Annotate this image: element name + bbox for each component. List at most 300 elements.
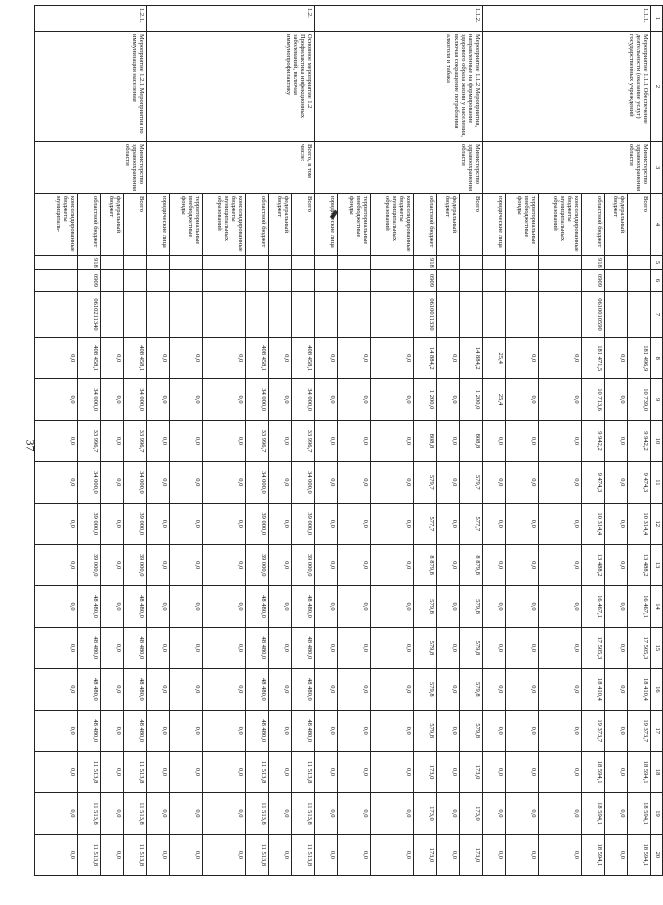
amount-cell: 0,0 — [269, 379, 292, 420]
amount-cell: 173,0 — [460, 834, 483, 875]
table-row — [628, 6, 651, 876]
amount-cell: 0,0 — [605, 834, 628, 875]
code-target — [124, 292, 147, 338]
amount-cell: 34 000,0 — [124, 462, 147, 503]
amount-cell: 0,0 — [101, 834, 124, 875]
amount-cell: 0,0 — [605, 338, 628, 379]
column-header: 17 — [651, 710, 663, 751]
amount-cell: 0,0 — [101, 503, 124, 544]
code-grbs — [437, 256, 460, 270]
budget-table — [34, 5, 663, 876]
amount-cell: 19 373,7 — [628, 710, 651, 751]
funding-source: территориальные внебюджетные фонды — [506, 194, 539, 256]
amount-cell: 173,0 — [460, 793, 483, 834]
amount-cell: 0,0 — [483, 834, 506, 875]
code-section — [460, 270, 483, 292]
amount-cell: 0,0 — [483, 627, 506, 668]
amount-cell: 11 513,8 — [292, 751, 315, 792]
amount-cell: 0,0 — [170, 834, 203, 875]
code-section — [506, 270, 539, 292]
amount-cell: 0,0 — [35, 379, 78, 420]
code-target — [203, 292, 246, 338]
page-number: 37 — [23, 439, 38, 452]
amount-cell: 9 942,2 — [582, 420, 605, 461]
amount-cell: 11 513,8 — [292, 834, 315, 875]
amount-cell: 0,0 — [437, 793, 460, 834]
amount-cell: 0,0 — [437, 338, 460, 379]
column-header: 13 — [651, 544, 663, 585]
amount-cell: 0,0 — [269, 669, 292, 710]
amount-cell: 0,0 — [437, 834, 460, 875]
amount-cell: 0,0 — [269, 420, 292, 461]
amount-cell: 0,0 — [371, 669, 414, 710]
amount-cell: 48 480,0 — [246, 669, 269, 710]
table-row — [292, 6, 315, 876]
amount-cell: 0,0 — [269, 627, 292, 668]
amount-cell: 0,0 — [539, 338, 582, 379]
amount-cell: 0,0 — [269, 503, 292, 544]
amount-cell: 0,0 — [35, 834, 78, 875]
amount-cell: 8 879,8 — [460, 544, 483, 585]
funding-source: областной бюджет — [582, 194, 605, 256]
code-target — [628, 292, 651, 338]
code-grbs — [101, 256, 124, 270]
amount-cell: 8 879,8 — [414, 544, 437, 585]
amount-cell: 11 513,8 — [246, 834, 269, 875]
code-target — [315, 292, 338, 338]
amount-cell: 0,0 — [315, 834, 338, 875]
amount-cell: 0,0 — [483, 669, 506, 710]
amount-cell: 181 496,9 — [628, 338, 651, 379]
amount-cell: 0,0 — [539, 586, 582, 627]
amount-cell: 0,0 — [506, 751, 539, 792]
amount-cell: 0,0 — [437, 627, 460, 668]
amount-cell: 25,4 — [483, 379, 506, 420]
amount-cell: 0,0 — [506, 503, 539, 544]
column-header: 14 — [651, 586, 663, 627]
amount-cell: 10 739,0 — [628, 379, 651, 420]
amount-cell: 0,0 — [315, 338, 338, 379]
amount-cell: 579,8 — [414, 586, 437, 627]
amount-cell: 19 373,7 — [582, 710, 605, 751]
amount-cell: 10 713,6 — [582, 379, 605, 420]
amount-cell: 0,0 — [170, 627, 203, 668]
amount-cell: 0,0 — [506, 834, 539, 875]
amount-cell: 0,0 — [101, 338, 124, 379]
code-grbs — [147, 256, 170, 270]
amount-cell: 0,0 — [483, 710, 506, 751]
code-section — [483, 270, 506, 292]
amount-cell: 13 488,2 — [628, 544, 651, 585]
column-header: 15 — [651, 627, 663, 668]
row-number: 1.1.2. — [315, 6, 483, 32]
amount-cell: 0,0 — [203, 503, 246, 544]
amount-cell: 9 942,2 — [628, 420, 651, 461]
amount-cell: 0,0 — [203, 420, 246, 461]
amount-cell: 0,0 — [506, 669, 539, 710]
amount-cell: 0,0 — [483, 503, 506, 544]
amount-cell: 0,0 — [269, 710, 292, 751]
amount-cell: 0,0 — [147, 462, 170, 503]
amount-cell: 0,0 — [338, 834, 371, 875]
amount-cell: 0,0 — [539, 544, 582, 585]
code-grbs: 918 — [414, 256, 437, 270]
amount-cell: 0,0 — [539, 834, 582, 875]
amount-cell: 173,0 — [460, 751, 483, 792]
amount-cell: 0,0 — [315, 544, 338, 585]
code-section — [101, 270, 124, 292]
column-header: 12 — [651, 503, 663, 544]
code-target — [170, 292, 203, 338]
table-row — [460, 6, 483, 876]
code-target — [147, 292, 170, 338]
amount-cell: 0,0 — [170, 503, 203, 544]
amount-cell: 0,0 — [539, 793, 582, 834]
amount-cell: 408 458,1 — [78, 338, 101, 379]
column-header: 19 — [651, 793, 663, 834]
amount-cell: 0,0 — [315, 710, 338, 751]
amount-cell: 0,0 — [605, 710, 628, 751]
amount-cell: 579,7 — [414, 462, 437, 503]
code-target — [460, 292, 483, 338]
amount-cell: 0,0 — [35, 669, 78, 710]
funding-source: областной бюджет — [78, 194, 101, 256]
amount-cell: 11 513,8 — [246, 751, 269, 792]
amount-cell: 408 458,1 — [124, 338, 147, 379]
funding-source: Всего — [124, 194, 147, 256]
amount-cell: 0,0 — [35, 420, 78, 461]
amount-cell: 18 594,1 — [628, 751, 651, 792]
amount-cell: 0,0 — [101, 462, 124, 503]
code-section — [170, 270, 203, 292]
amount-cell: 0,0 — [338, 420, 371, 461]
amount-cell: 18 594,1 — [582, 834, 605, 875]
funding-source: территориальные внебюджетные фонды — [338, 194, 371, 256]
amount-cell: 0,0 — [315, 462, 338, 503]
amount-cell: 0,0 — [101, 710, 124, 751]
amount-cell: 0,0 — [147, 627, 170, 668]
amount-cell: 0,0 — [506, 544, 539, 585]
amount-cell: 0,0 — [506, 586, 539, 627]
amount-cell: 0,0 — [170, 544, 203, 585]
amount-cell: 10 314,4 — [582, 503, 605, 544]
amount-cell: 0,0 — [315, 503, 338, 544]
column-header: 11 — [651, 462, 663, 503]
code-target — [437, 292, 460, 338]
column-header: 6 — [651, 270, 663, 292]
amount-cell: 0,0 — [605, 669, 628, 710]
amount-cell: 0,0 — [539, 462, 582, 503]
amount-cell: 0,0 — [483, 462, 506, 503]
amount-cell: 408 458,1 — [292, 338, 315, 379]
amount-cell: 0,0 — [605, 503, 628, 544]
amount-cell: 0,0 — [269, 338, 292, 379]
amount-cell: 0,0 — [605, 751, 628, 792]
amount-cell: 33 996,7 — [246, 420, 269, 461]
column-header: 1 — [651, 6, 663, 32]
amount-cell: 39 000,0 — [292, 503, 315, 544]
amount-cell: 1 200,0 — [414, 379, 437, 420]
amount-cell: 0,0 — [147, 338, 170, 379]
amount-cell: 0,0 — [539, 710, 582, 751]
amount-cell: 173,0 — [414, 751, 437, 792]
amount-cell: 0,0 — [539, 420, 582, 461]
amount-cell: 11 513,8 — [78, 751, 101, 792]
amount-cell: 48 480,0 — [246, 627, 269, 668]
amount-cell: 17 505,3 — [582, 627, 605, 668]
funding-source: консолидированные бюджеты муниципальных образований — [203, 194, 246, 256]
amount-cell: 0,0 — [483, 420, 506, 461]
amount-cell: 0,0 — [605, 793, 628, 834]
amount-cell: 11 513,8 — [124, 751, 147, 792]
amount-cell: 14 884,2 — [414, 338, 437, 379]
amount-cell: 0,0 — [269, 586, 292, 627]
code-section — [203, 270, 246, 292]
amount-cell: 34 000,0 — [292, 462, 315, 503]
column-header: 18 — [651, 751, 663, 792]
amount-cell: 0,0 — [539, 751, 582, 792]
amount-cell: 0,0 — [170, 793, 203, 834]
code-section — [124, 270, 147, 292]
amount-cell: 0,0 — [35, 793, 78, 834]
amount-cell: 16 467,1 — [582, 586, 605, 627]
column-header: 7 — [651, 292, 663, 338]
code-grbs — [35, 256, 78, 270]
amount-cell: 808,8 — [460, 420, 483, 461]
amount-cell: 0,0 — [506, 793, 539, 834]
amount-cell: 34 000,0 — [292, 379, 315, 420]
amount-cell: 0,0 — [605, 627, 628, 668]
amount-cell: 39 000,0 — [124, 544, 147, 585]
code-grbs — [246, 256, 269, 270]
amount-cell: 48 480,0 — [246, 710, 269, 751]
amount-cell: 173,0 — [414, 834, 437, 875]
amount-cell: 577,7 — [414, 503, 437, 544]
amount-cell: 0,0 — [371, 420, 414, 461]
code-target — [269, 292, 292, 338]
code-section — [269, 270, 292, 292]
amount-cell: 0,0 — [101, 627, 124, 668]
amount-cell: 11 513,8 — [124, 793, 147, 834]
amount-cell: 181 471,5 — [582, 338, 605, 379]
amount-cell: 16 467,1 — [628, 586, 651, 627]
amount-cell: 0,0 — [338, 462, 371, 503]
amount-cell: 0,0 — [147, 710, 170, 751]
amount-cell: 0,0 — [437, 669, 460, 710]
amount-cell: 18 410,4 — [628, 669, 651, 710]
amount-cell: 0,0 — [203, 834, 246, 875]
funding-source: юридические лица — [147, 194, 170, 256]
amount-cell: 0,0 — [437, 379, 460, 420]
amount-cell: 0,0 — [315, 669, 338, 710]
amount-cell: 0,0 — [170, 338, 203, 379]
amount-cell: 0,0 — [170, 669, 203, 710]
funding-source: Всего — [292, 194, 315, 256]
code-target — [338, 292, 371, 338]
amount-cell: 0,0 — [605, 462, 628, 503]
amount-cell: 0,0 — [35, 751, 78, 792]
amount-cell: 18 594,1 — [628, 834, 651, 875]
amount-cell: 0,0 — [338, 669, 371, 710]
code-section — [35, 270, 78, 292]
code-target — [292, 292, 315, 338]
amount-cell: 0,0 — [437, 586, 460, 627]
amount-cell: 0,0 — [35, 710, 78, 751]
funding-source: консолидированные бюджеты муниципальных образований — [539, 194, 582, 256]
row-number: 1.1.1. — [483, 6, 651, 32]
amount-cell: 0,0 — [203, 586, 246, 627]
column-header: 16 — [651, 669, 663, 710]
amount-cell: 39 000,0 — [246, 544, 269, 585]
amount-cell: 0,0 — [101, 544, 124, 585]
code-section — [437, 270, 460, 292]
code-target — [605, 292, 628, 338]
amount-cell: 577,7 — [460, 503, 483, 544]
amount-cell: 1 200,0 — [460, 379, 483, 420]
funding-source: областной бюджет — [246, 194, 269, 256]
activity-name: Мероприятие 1.1.2 Мероприятия, направленные на формирование здорового образа жизни у населения, включая сокращение потребления алкоголя и табака — [315, 32, 483, 142]
code-grbs — [292, 256, 315, 270]
amount-cell: 0,0 — [35, 544, 78, 585]
amount-cell: 0,0 — [338, 586, 371, 627]
amount-cell: 0,0 — [371, 503, 414, 544]
code-grbs — [605, 256, 628, 270]
amount-cell: 48 480,0 — [124, 710, 147, 751]
amount-cell: 0,0 — [170, 462, 203, 503]
amount-cell: 48 480,0 — [246, 586, 269, 627]
amount-cell: 48 480,0 — [292, 669, 315, 710]
amount-cell: 0,0 — [35, 462, 78, 503]
amount-cell: 0,0 — [147, 379, 170, 420]
amount-cell: 18 594,1 — [582, 793, 605, 834]
amount-cell: 0,0 — [101, 669, 124, 710]
amount-cell: 173,0 — [414, 793, 437, 834]
amount-cell: 0,0 — [338, 751, 371, 792]
amount-cell: 11 513,8 — [246, 793, 269, 834]
amount-cell: 0,0 — [35, 586, 78, 627]
amount-cell: 0,0 — [35, 338, 78, 379]
code-grbs — [203, 256, 246, 270]
amount-cell: 0,0 — [371, 379, 414, 420]
code-target — [539, 292, 582, 338]
column-header: 4 — [651, 194, 663, 256]
amount-cell: 0,0 — [338, 338, 371, 379]
amount-cell: 39 000,0 — [78, 544, 101, 585]
amount-cell: 0,0 — [147, 544, 170, 585]
amount-cell: 0,0 — [483, 544, 506, 585]
amount-cell: 0,0 — [506, 338, 539, 379]
amount-cell: 0,0 — [371, 586, 414, 627]
amount-cell: 0,0 — [338, 710, 371, 751]
amount-cell: 48 480,0 — [292, 710, 315, 751]
funding-source: консолидированные бюджеты муниципальных образований — [371, 194, 414, 256]
amount-cell: 0,0 — [539, 379, 582, 420]
code-target: 0610011330 — [414, 292, 437, 338]
amount-cell: 48 480,0 — [292, 586, 315, 627]
code-grbs — [269, 256, 292, 270]
amount-cell: 808,8 — [414, 420, 437, 461]
amount-cell: 0,0 — [315, 751, 338, 792]
code-section — [371, 270, 414, 292]
code-target — [371, 292, 414, 338]
amount-cell: 34 000,0 — [78, 462, 101, 503]
amount-cell: 0,0 — [203, 462, 246, 503]
code-target — [483, 292, 506, 338]
code-target: 0610010590 — [582, 292, 605, 338]
code-target — [35, 292, 78, 338]
funding-source: областной бюджет — [414, 194, 437, 256]
amount-cell: 11 513,8 — [124, 834, 147, 875]
amount-cell: 48 480,0 — [292, 627, 315, 668]
amount-cell: 34 000,0 — [246, 462, 269, 503]
column-header: 8 — [651, 338, 663, 379]
amount-cell: 0,0 — [506, 379, 539, 420]
amount-cell: 579,8 — [460, 710, 483, 751]
amount-cell: 0,0 — [539, 503, 582, 544]
code-section — [605, 270, 628, 292]
amount-cell: 39 000,0 — [124, 503, 147, 544]
amount-cell: 408 458,1 — [246, 338, 269, 379]
amount-cell: 33 996,7 — [78, 420, 101, 461]
amount-cell: 0,0 — [147, 586, 170, 627]
amount-cell: 48 480,0 — [78, 586, 101, 627]
column-header: 20 — [651, 834, 663, 875]
amount-cell: 11 513,8 — [78, 793, 101, 834]
amount-cell: 13 488,2 — [582, 544, 605, 585]
code-section: 0909 — [582, 270, 605, 292]
amount-cell: 0,0 — [170, 586, 203, 627]
amount-cell: 0,0 — [437, 420, 460, 461]
amount-cell: 14 884,2 — [460, 338, 483, 379]
amount-cell: 579,8 — [414, 710, 437, 751]
amount-cell: 579,7 — [460, 462, 483, 503]
column-header: 5 — [651, 256, 663, 270]
amount-cell: 0,0 — [371, 627, 414, 668]
amount-cell: 0,0 — [315, 379, 338, 420]
amount-cell: 48 480,0 — [78, 627, 101, 668]
funding-source: федеральный бюджет — [605, 194, 628, 256]
code-grbs — [124, 256, 147, 270]
row-number: 1.2. — [147, 6, 315, 32]
amount-cell: 0,0 — [203, 669, 246, 710]
code-grbs — [539, 256, 582, 270]
funding-source: консолидированные бюджеты муниципаль- — [35, 194, 78, 256]
amount-cell: 0,0 — [506, 462, 539, 503]
column-header: 3 — [651, 142, 663, 194]
amount-cell: 0,0 — [101, 793, 124, 834]
amount-cell: 0,0 — [371, 544, 414, 585]
funding-source: федеральный бюджет — [269, 194, 292, 256]
funding-source: Всего — [628, 194, 651, 256]
amount-cell: 9 474,3 — [628, 462, 651, 503]
amount-cell: 17 505,3 — [628, 627, 651, 668]
amount-cell: 0,0 — [101, 420, 124, 461]
amount-cell: 0,0 — [170, 379, 203, 420]
funding-source: юридические лица — [315, 194, 338, 256]
rotated-page — [54, 5, 663, 875]
code-section — [246, 270, 269, 292]
amount-cell: 0,0 — [147, 793, 170, 834]
executor: Министерство здравоохранения области — [483, 142, 651, 194]
amount-cell: 10 314,4 — [628, 503, 651, 544]
amount-cell: 0,0 — [338, 503, 371, 544]
amount-cell: 48 480,0 — [78, 710, 101, 751]
amount-cell: 0,0 — [203, 710, 246, 751]
amount-cell: 0,0 — [371, 338, 414, 379]
amount-cell: 0,0 — [483, 751, 506, 792]
amount-cell: 0,0 — [371, 710, 414, 751]
column-header: 9 — [651, 379, 663, 420]
